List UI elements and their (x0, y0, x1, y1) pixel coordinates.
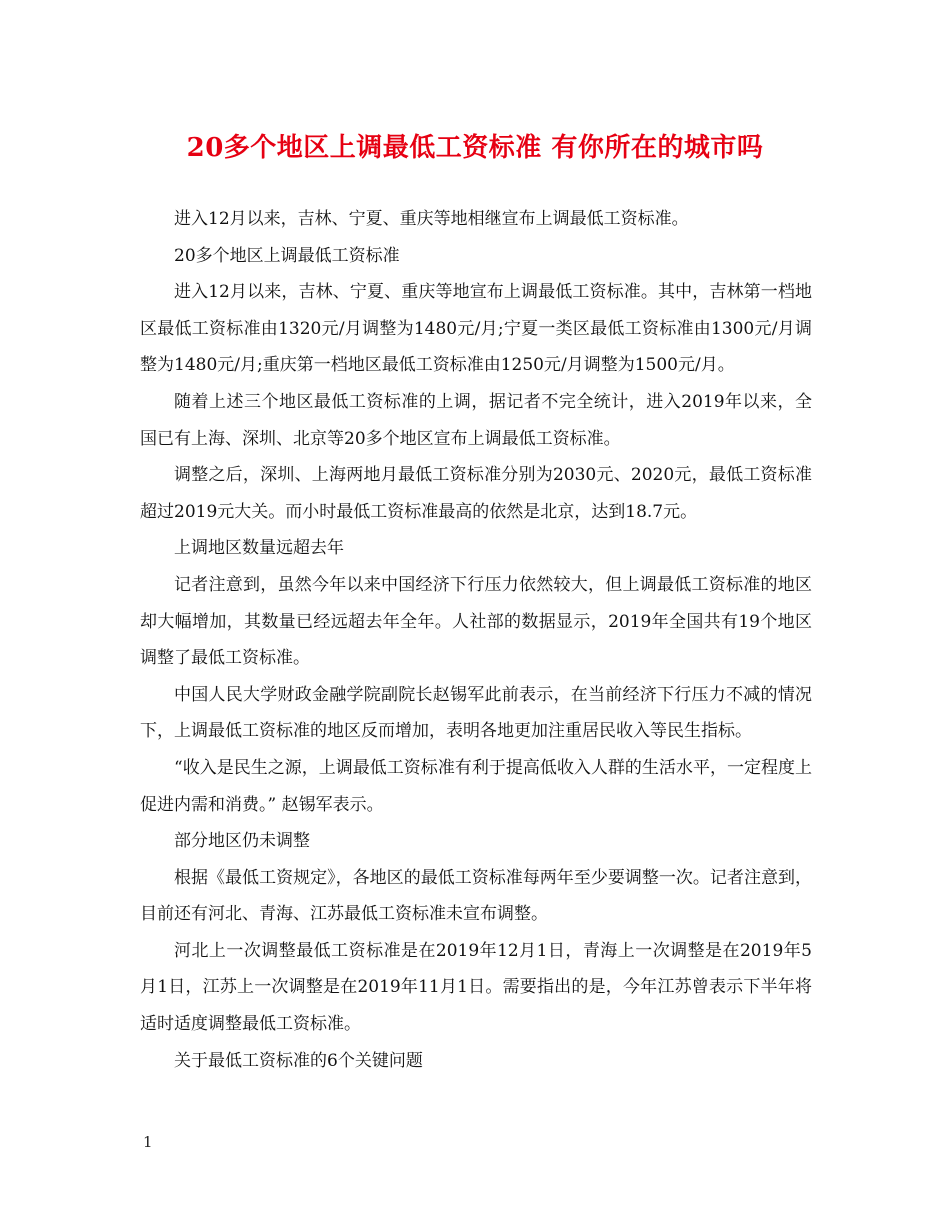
section-heading: 上调地区数量远超去年 (174, 538, 344, 559)
section-heading: 关于最低工资标准的6个关键问题 (174, 1050, 423, 1071)
quote-paragraph: “收入是民生之源，上调最低工资标准有利于提高低收入人群的生活水平，一定程度上促进内需和消费。” 赵锡军表示。 (140, 757, 812, 815)
paragraph: 中国人民大学财政金融学院副院长赵锡军此前表示，在当前经济下行压力不减的情况下，上调最低工资标准的地区反而增加，表明各地更加注重居民收入等民生指标。 (140, 684, 812, 742)
section-heading: 20多个地区上调最低工资标准 (174, 245, 400, 266)
paragraph: 记者注意到，虽然今年以来中国经济下行压力依然较大，但上调最低工资标准的地区却大幅增加，其数量已经远超去年全年。人社部的数据显示，2019年全国共有19个地区调整了最低工资标准。 (140, 574, 812, 669)
section-heading: 部分地区仍未调整 (174, 831, 310, 852)
paragraph: 进入12月以来，吉林、宁夏、重庆等地相继宣布上调最低工资标准。 (174, 209, 689, 229)
paragraph: 进入12月以来，吉林、宁夏、重庆等地宣布上调最低工资标准。其中，吉林第一档地区最低工资标准由1320元/月调整为1480元/月;宁夏一类区最低工资标准由1300元/月调整为1480元/月;重庆第一档地区最低工资标准由1250元/月调整为1500元/月。 (140, 282, 812, 376)
paragraph: 随着上述三个地区最低工资标准的上调，据记者不完全统计，进入2019年以来，全国已有上海、深圳、北京等20多个地区宣布上调最低工资标准。 (140, 391, 812, 449)
paragraph: 河北上一次调整最低工资标准是在2019年12月1日，青海上一次调整是在2019年5月1日，江苏上一次调整是在2019年11月1日。需要指出的是，今年江苏曾表示下半年将适时适度调整最低工资标准。 (140, 940, 812, 1035)
document-title: 20多个地区上调最低工资标准 有你所在的城市吗 (186, 133, 764, 163)
paragraph: 调整之后，深圳、上海两地月最低工资标准分别为2030元、2020元，最低工资标准超过2019元大关。而小时最低工资标准最高的依然是北京，达到18.7元。 (140, 465, 812, 522)
document-body (140, 201, 812, 1079)
page-number: 1 (143, 1133, 153, 1151)
paragraph: 根据《最低工资规定》，各地区的最低工资标准每两年至少要调整一次。记者注意到，目前还有河北、青海、江苏最低工资标准未宣布调整。 (140, 867, 812, 925)
